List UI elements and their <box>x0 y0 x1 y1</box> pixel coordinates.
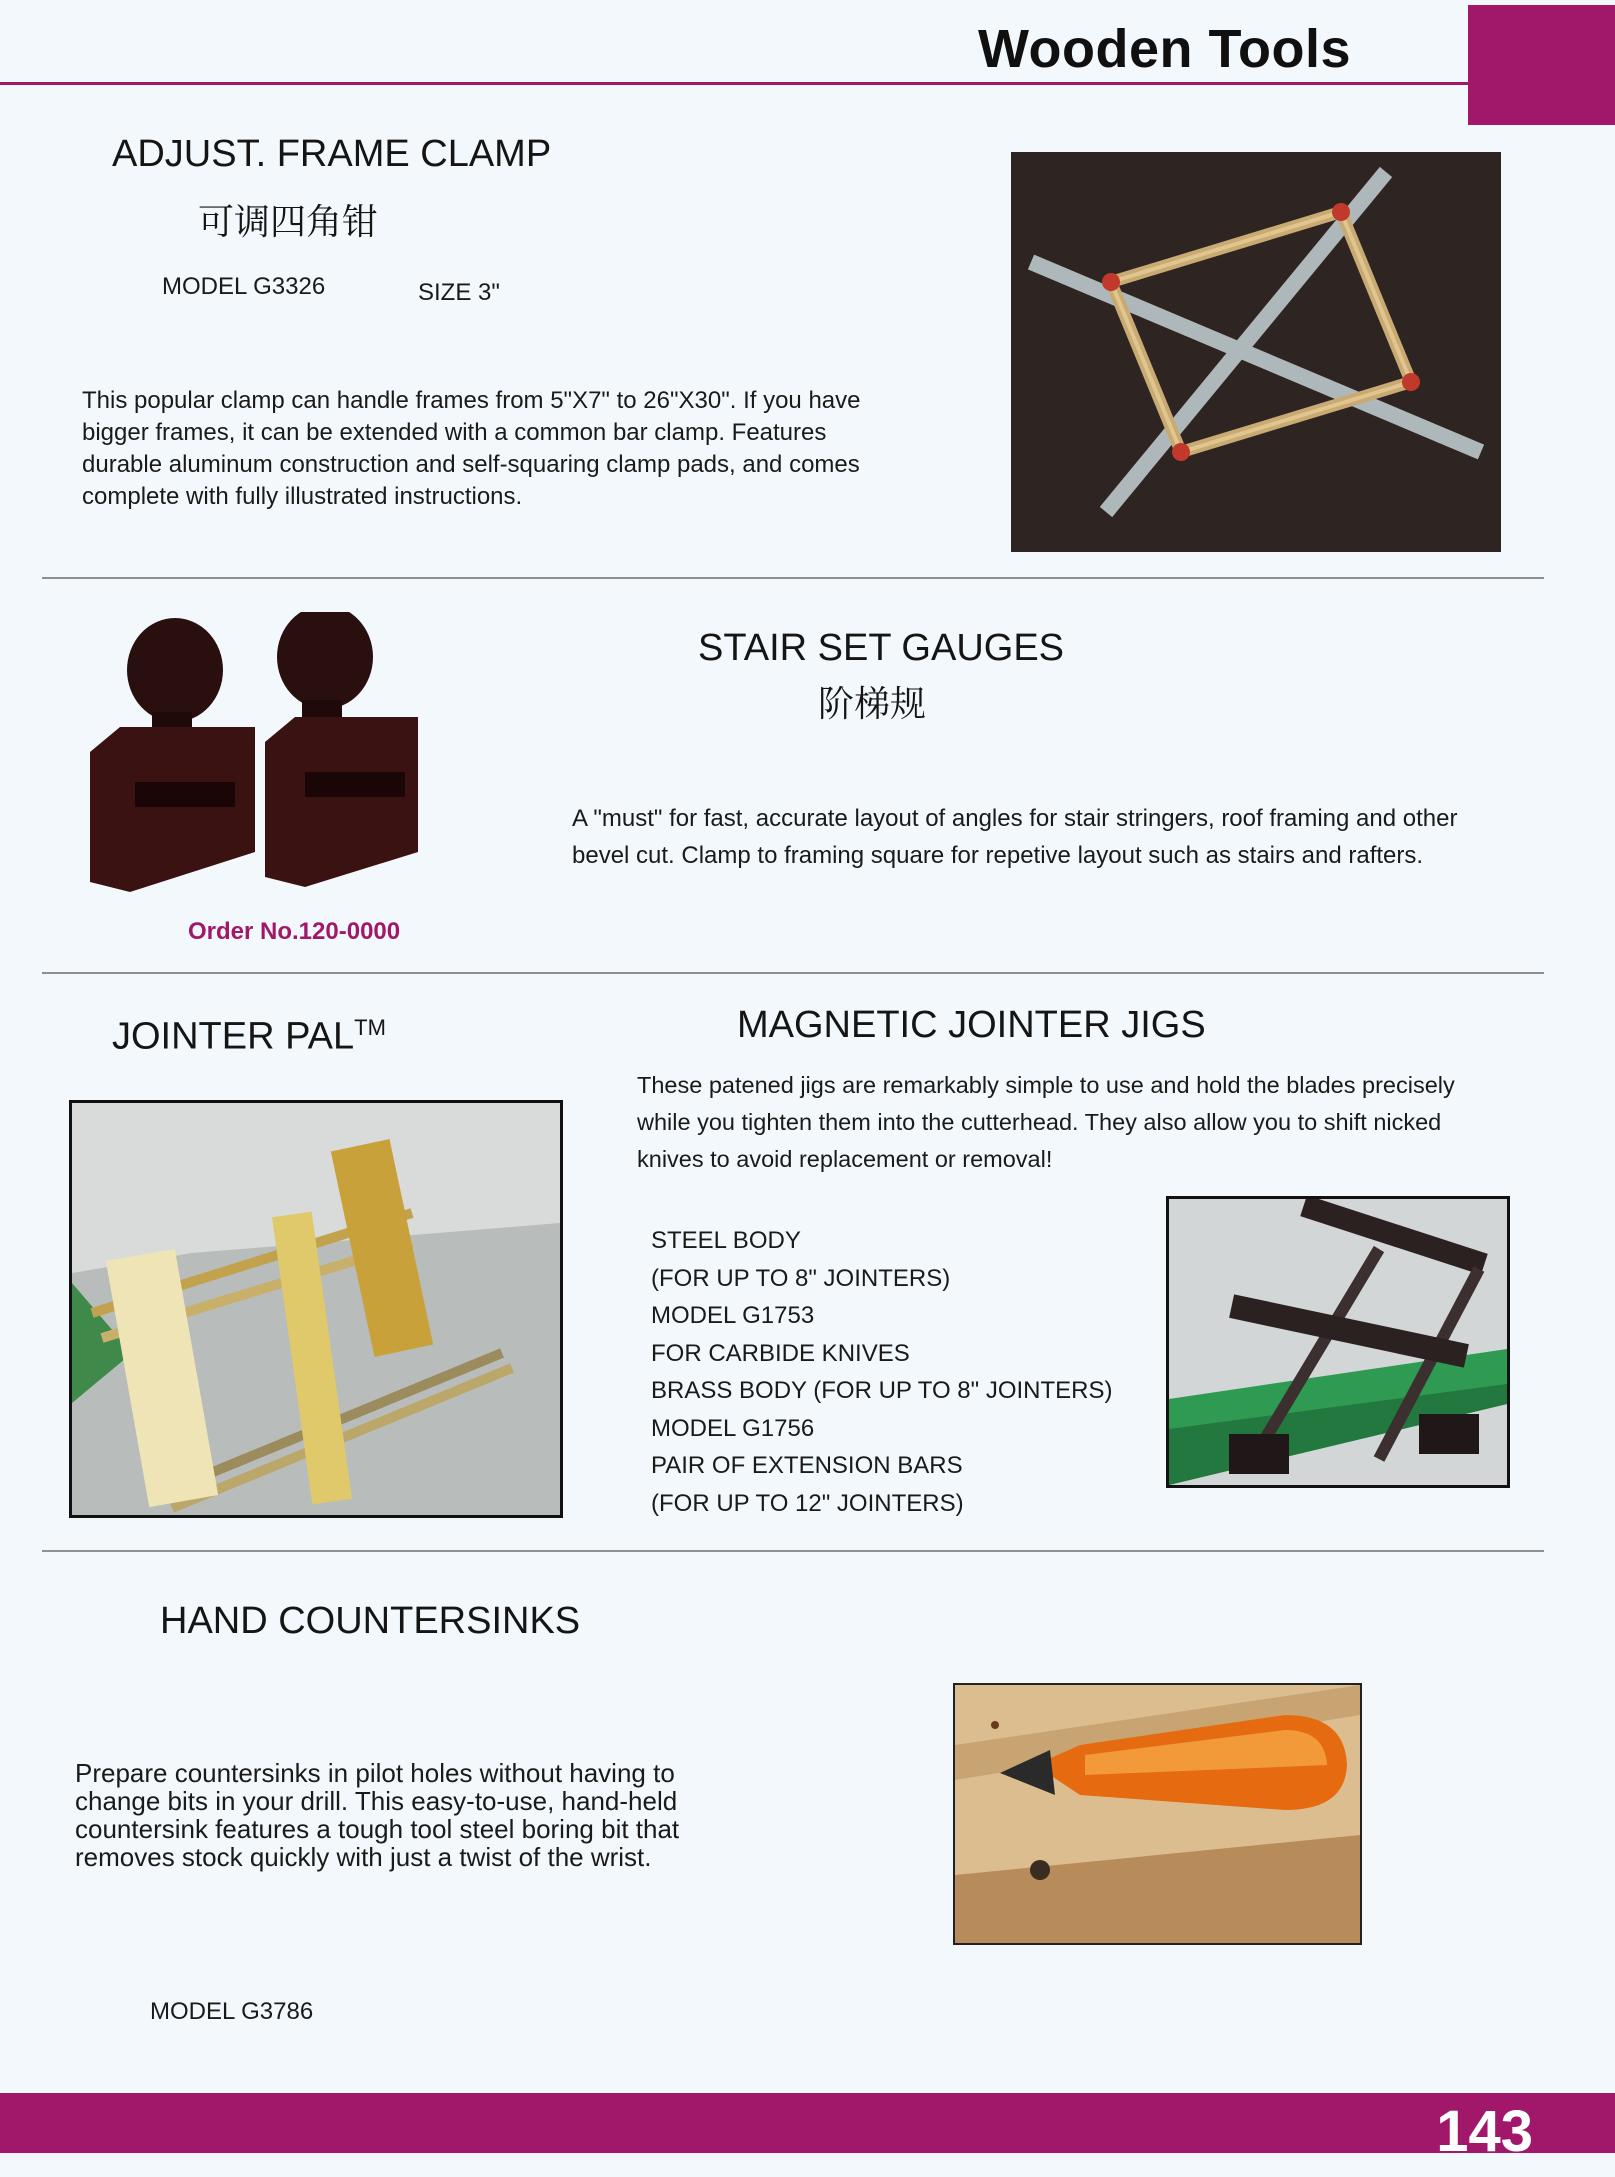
magnetic-jigs-photo <box>1166 1196 1510 1488</box>
jointer-pal-title <box>112 1015 386 1059</box>
jointer-pal-title-text: JOINTER PAL <box>112 1015 355 1058</box>
header-rule <box>0 82 1468 85</box>
frame-clamp-title-cn: 可调四角钳 <box>198 202 379 243</box>
spec-line: (FOR UP TO 12" JOINTERS) <box>651 1489 964 1517</box>
stair-gauges-title: STAIR SET GAUGES <box>698 627 1065 669</box>
section-divider <box>42 1550 1544 1552</box>
spec-line: PAIR OF EXTENSION BARS <box>651 1452 963 1479</box>
countersink-photo <box>953 1683 1362 1945</box>
page-number: 143 <box>1436 2099 1533 2164</box>
spec-line: FOR CARBIDE KNIVES <box>651 1339 910 1367</box>
stair-gauges-description: A "must" for fast, accurate layout of angles for stair stringers, roof framing and other bevel cut. Clamp to framing square for repetive layout such as stairs and rafters. <box>572 805 1458 869</box>
stair-gauges-order-no: Order No.120-0000 <box>188 918 401 945</box>
frame-clamp-illustration <box>1011 152 1501 552</box>
jointer-pal-illustration <box>72 1103 560 1515</box>
stair-gauges-title-cn: 阶梯规 <box>818 684 927 725</box>
section-divider <box>42 972 1544 974</box>
spec-line: BRASS BODY (FOR UP TO 8" JOINTERS) <box>651 1377 1113 1404</box>
magnetic-jigs-illustration <box>1169 1199 1507 1485</box>
countersink-illustration <box>955 1685 1360 1943</box>
magnetic-jigs-specs <box>651 1222 1113 1522</box>
magnetic-jigs-title: MAGNETIC JOINTER JIGS <box>737 1004 1206 1046</box>
header-color-block <box>1468 5 1615 125</box>
footer-bar <box>0 2093 1615 2153</box>
stair-gauges-illustration <box>80 612 420 902</box>
frame-clamp-description: This popular clamp can handle frames from 5"X7" to 26"X30". If you have bigger frames, it can be extended with a common bar clamp. Features durable aluminum construction and self-squaring clamp pads, and comes complete with fully illustrated instructions. <box>82 387 861 510</box>
frame-clamp-photo <box>1011 152 1501 552</box>
magnetic-jigs-description: These patened jigs are remarkably simple to use and hold the blades precisely while you tighten them into the cutterhead. They also allow you to shift nicked knives to avoid replacement or removal! <box>637 1072 1455 1172</box>
jointer-pal-photo <box>69 1100 563 1518</box>
spec-line: STEEL BODY <box>651 1227 801 1254</box>
spec-line: MODEL G1753 <box>651 1302 815 1329</box>
frame-clamp-model: MODEL G3326 <box>162 273 326 300</box>
section-divider <box>42 577 1544 579</box>
page-title: Wooden Tools <box>978 19 1351 79</box>
stair-gauges-photo <box>80 612 420 902</box>
countersinks-model: MODEL G3786 <box>150 1998 314 2025</box>
trademark-mark: TM <box>354 1015 386 1040</box>
frame-clamp-title: ADJUST. FRAME CLAMP <box>112 133 552 175</box>
countersinks-title: HAND COUNTERSINKS <box>160 1600 581 1642</box>
spec-line: MODEL G1756 <box>651 1414 815 1442</box>
countersinks-description: Prepare countersinks in pilot holes without having to change bits in your drill. This easy-to-use, hand-held countersink features a tough tool steel boring bit that removes stock quickly with just a twist of the wrist. <box>75 1758 680 1872</box>
frame-clamp-size: SIZE 3" <box>418 279 500 306</box>
spec-line: (FOR UP TO 8" JOINTERS) <box>651 1264 951 1292</box>
